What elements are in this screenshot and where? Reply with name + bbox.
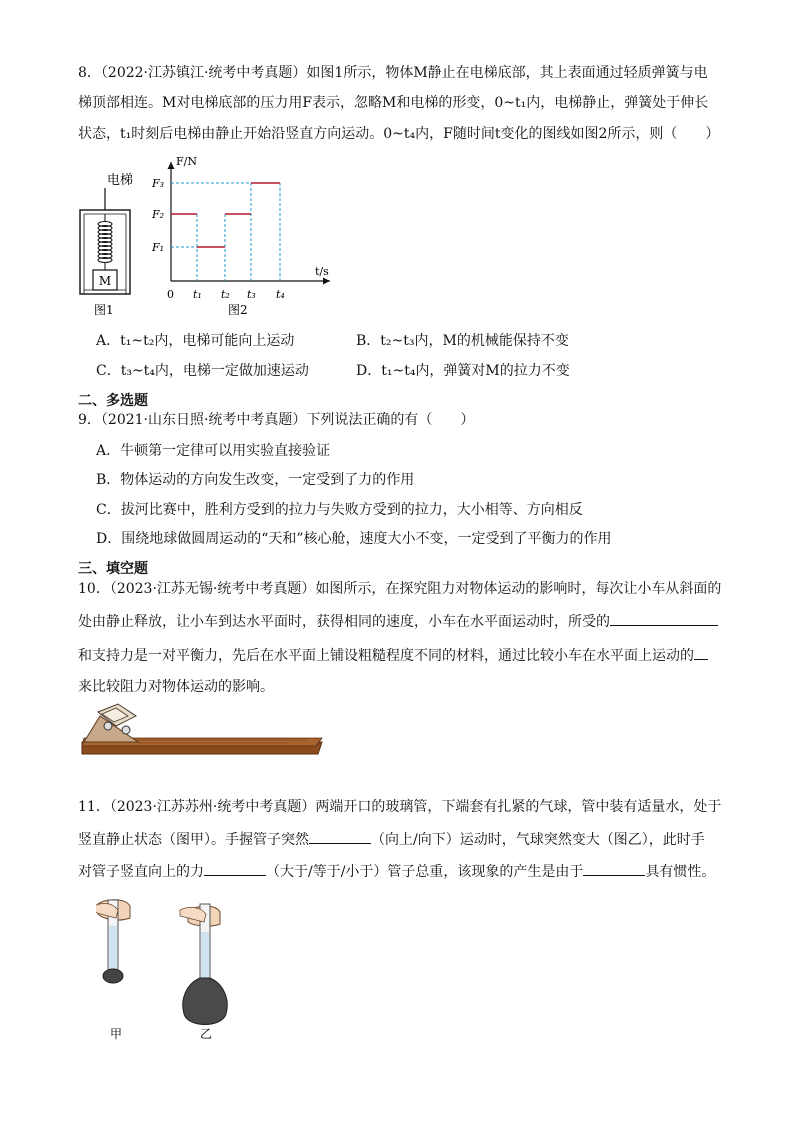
label-jia: 甲 (110, 1027, 123, 1041)
q8-option-c: C．t₃~t₄内，电梯一定做加速运动 (96, 363, 309, 379)
q9-stem: 9．（2021·山东日照·统考中考真题）下列说法正确的有（ ） (78, 412, 475, 428)
q10-line-3-text: 和支持力是一对平衡力，先后在水平面上铺设粗糙程度不同的材料，通过比较小车在水平面上运动的 (78, 648, 694, 664)
section-2-title: 二、多选题 (78, 393, 148, 409)
q11-blank-1[interactable] (309, 829, 371, 844)
elevator-label: 电梯 (107, 173, 134, 188)
section-3-title: 三、填空题 (78, 561, 148, 577)
q10-line-1: 10．（2023·江苏无锡·统考中考真题）如图所示，在探究阻力对物体运动的影响时，每次让小车从斜面的 (78, 581, 722, 597)
block-m-label: M (98, 274, 112, 288)
q11-line-3 (78, 861, 715, 882)
q10-figure-ramp (78, 702, 328, 764)
q9-option-b: B．物体运动的方向发生改变，一定受到了力的作用 (96, 472, 415, 488)
spring (98, 214, 112, 270)
q9-option-c: C．拔河比赛中，胜利方受到的拉力与失败方受到的拉力，大小相等、方向相反 (96, 502, 583, 518)
q8-line-2: 梯顶部相连。M对电梯底部的压力用F表示，忽略M和电梯的形变，0~t₁内，电梯静止，弹簧处于伸长 (78, 95, 709, 111)
q10-line-4: 来比较阻力对物体运动的影响。 (78, 679, 274, 695)
q8-line-1: 8．（2022·江苏镇江·统考中考真题）如图1所示，物体M静止在电梯底部，其上表面通过轻质弹簧与电 (78, 65, 708, 81)
tick-f3: F₃ (152, 177, 165, 190)
q9-option-a: A．牛顿第一定律可以用实验直接验证 (96, 443, 331, 459)
q11-line-2b: （向上/向下）运动时，气球突然变大（图乙），此时手 (371, 832, 705, 848)
q9-option-d: D．围绕地球做圆周运动的“天和”核心舱，速度大小不变，一定受到了平衡力的作用 (96, 531, 612, 547)
x-axis-label: t/s (315, 265, 329, 278)
origin-label: 0 (167, 288, 174, 301)
q8-option-a: A．t₁~t₂内，电梯可能向上运动 (96, 333, 295, 349)
figure-2-caption: 图2 (228, 303, 248, 317)
tick-t4: t₄ (276, 288, 285, 301)
tick-f2: F₂ (152, 208, 165, 221)
q10-blank-1[interactable] (610, 611, 718, 626)
guide-lines (171, 183, 280, 281)
q8-option-b: B．t₂~t₃内，M的机械能保持不变 (356, 333, 569, 349)
q10-blank-2[interactable] (694, 645, 708, 660)
tick-t2: t₂ (221, 288, 230, 301)
tick-f1: F₁ (152, 241, 165, 254)
q11-line-3b: （大于/等于/小于）管子总重，该现象的产生是由于 (266, 864, 584, 880)
q8-line-3: 状态，t₁时刻后电梯由静止开始沿竖直方向运动。0~t₄内，F随时间t变化的图线如图2所示，则（ ） (78, 126, 720, 142)
q11-blank-3[interactable] (583, 861, 645, 876)
q11-blank-2[interactable] (204, 861, 266, 876)
q10-line-3 (78, 645, 708, 666)
q11-line-2a: 竖直静止状态（图甲）。手握管子突然 (78, 832, 309, 848)
tick-t1: t₁ (193, 288, 202, 301)
q8-option-d: D．t₁~t₄内，弹簧对M的拉力不变 (356, 363, 570, 379)
q10-line-2-text: 处由静止释放，让小车到达水平面时，获得相同的速度，小车在水平面运动时，所受的 (78, 614, 610, 630)
figure-jia (96, 900, 130, 983)
tick-t3: t₃ (247, 288, 256, 301)
figure-1-caption: 图1 (94, 303, 114, 317)
q11-line-2 (78, 829, 705, 850)
figure-2-ft-graph (150, 150, 340, 320)
q11-line-3c: 具有惯性。 (645, 864, 716, 880)
figure-yi (180, 904, 227, 1025)
label-yi: 乙 (200, 1027, 213, 1041)
q10-line-2 (78, 611, 718, 632)
q11-line-3a: 对管子竖直向上的力 (78, 864, 204, 880)
y-axis-label: F/N (176, 155, 197, 168)
q11-line-1: 11．（2023·江苏苏州·统考中考真题）两端开口的玻璃管，下端套有扎紧的气球，管中装有适量水，处于 (78, 799, 722, 815)
q11-figure (96, 896, 266, 1046)
